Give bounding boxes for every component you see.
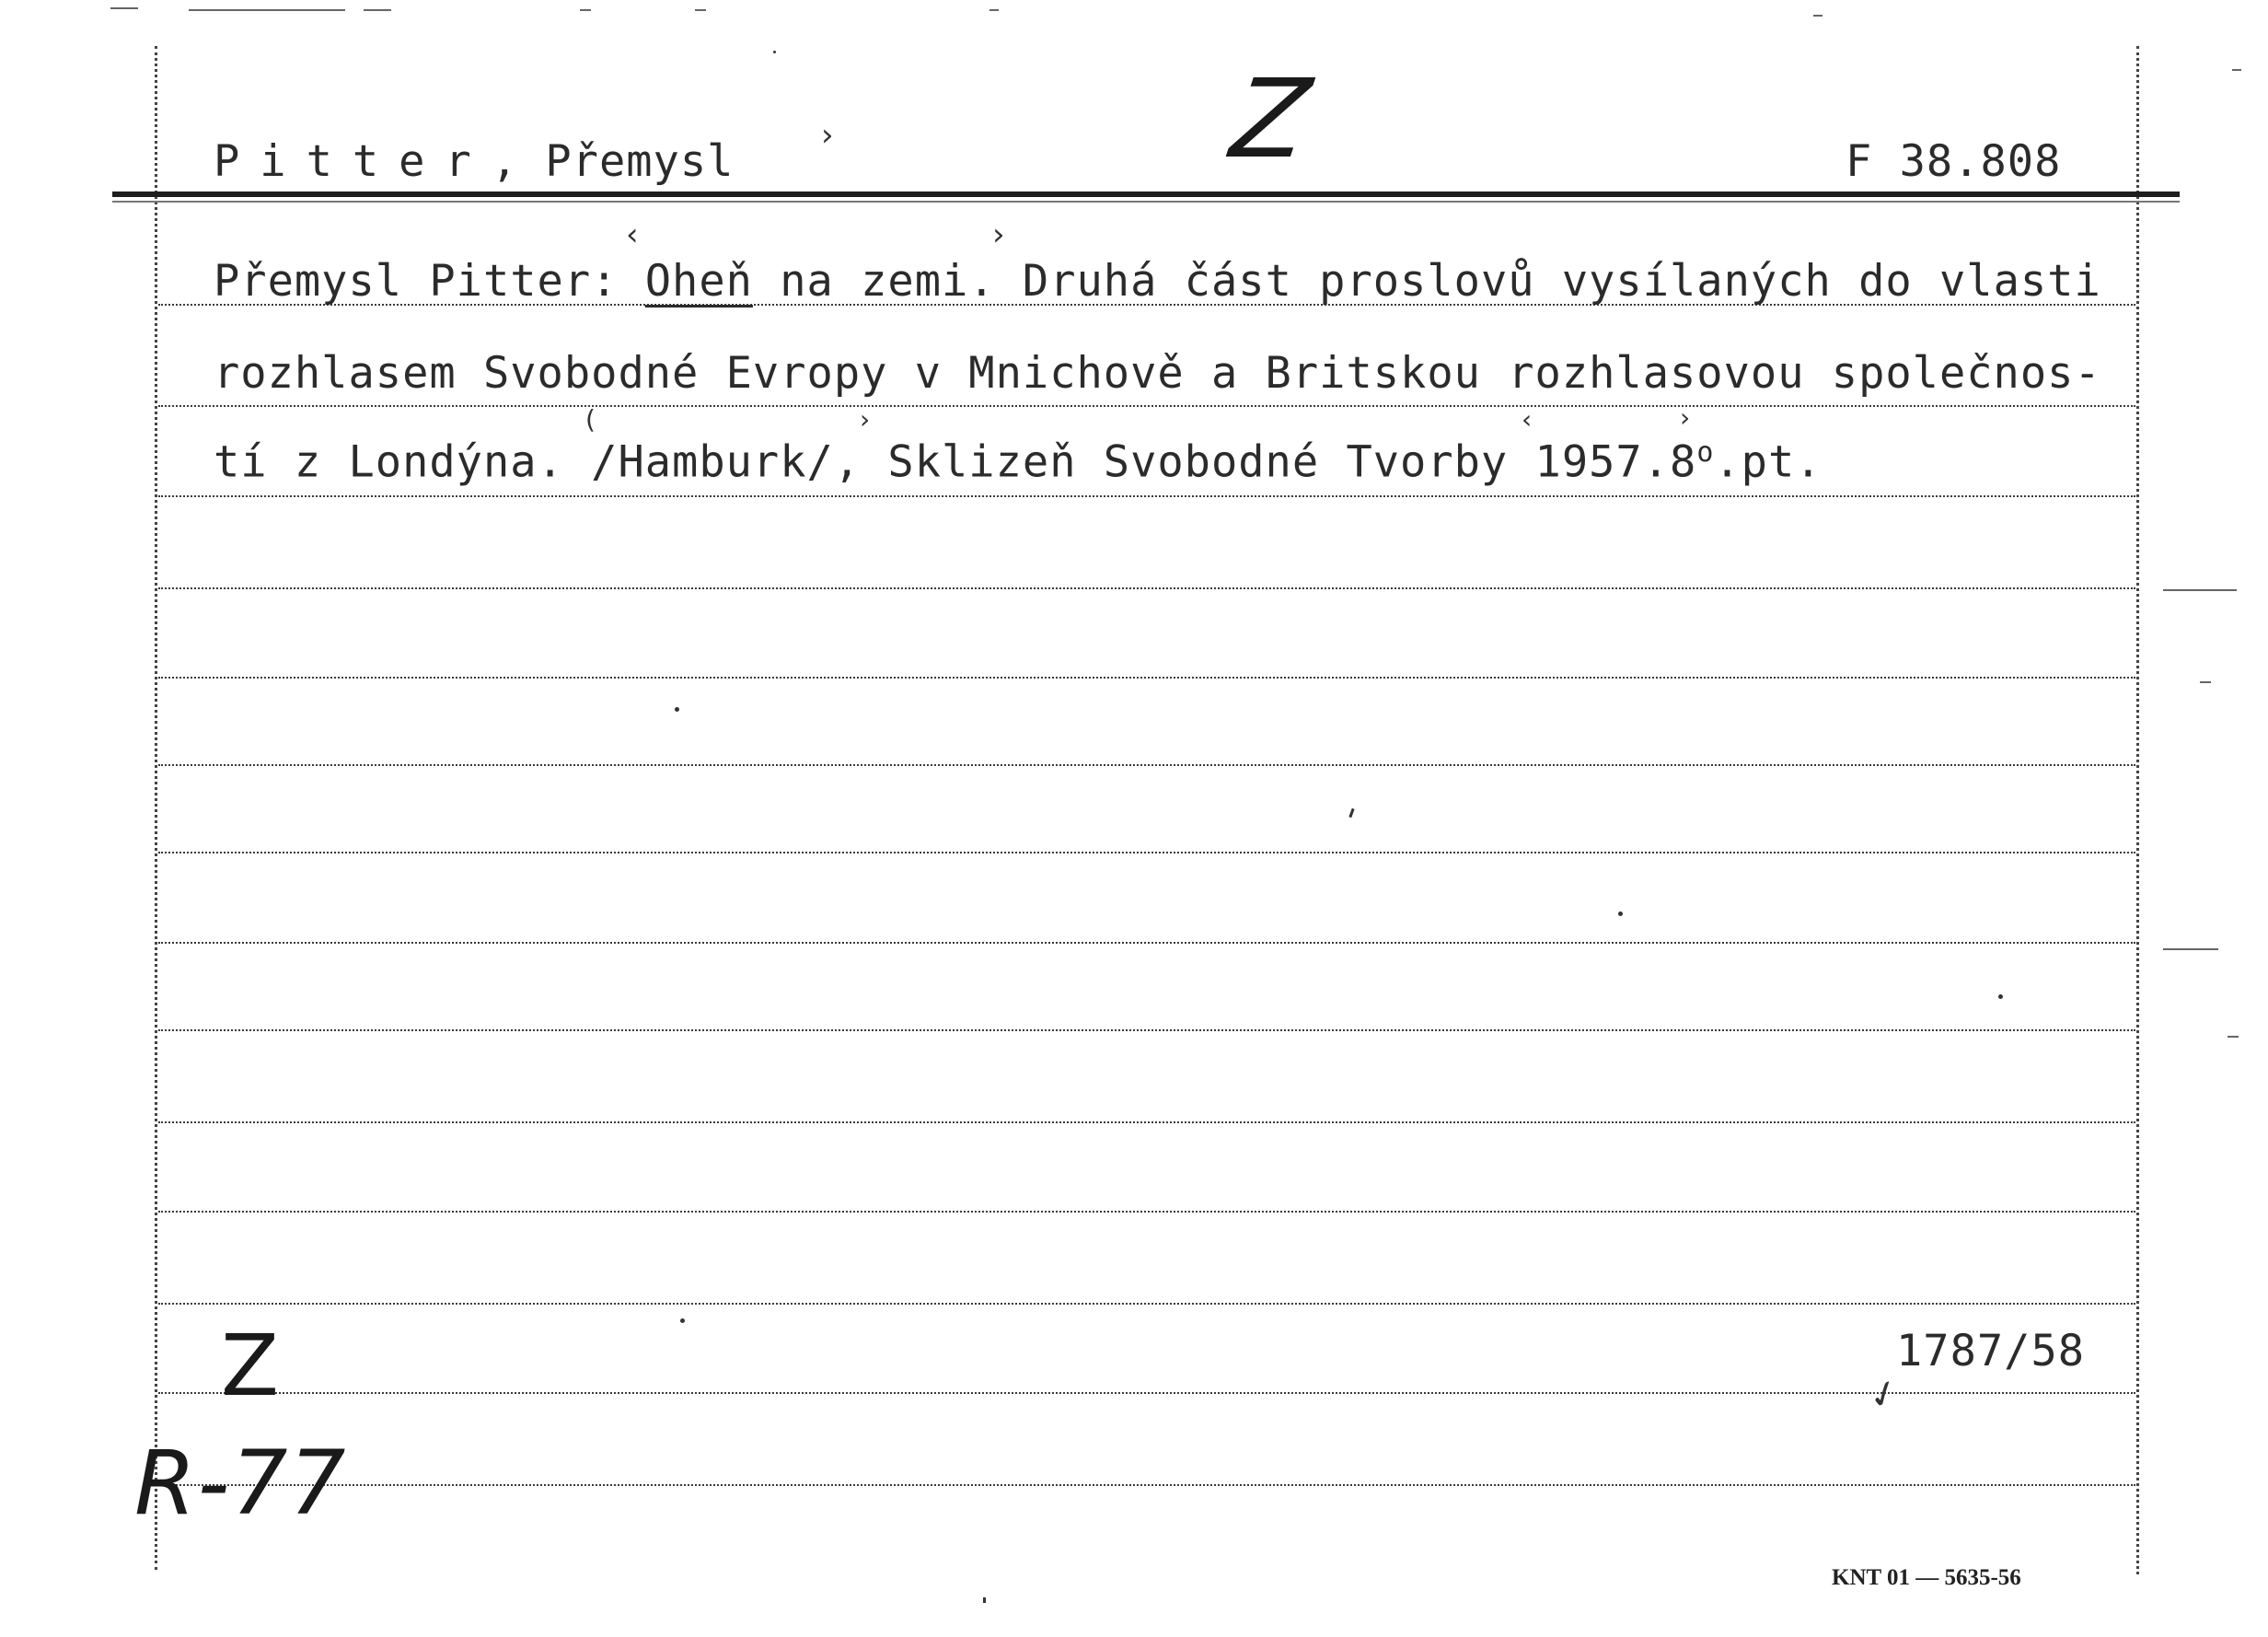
ruled-line — [158, 1303, 2135, 1305]
entry-line-1 — [214, 256, 2101, 307]
author-surname: Pitter — [214, 136, 492, 187]
handwritten-bracket: › — [860, 404, 871, 435]
handwritten-bracket: › — [1680, 402, 1691, 433]
top-stray-mark — [364, 9, 391, 11]
form-code: KNT 01 — 5635-56 — [1832, 1565, 2021, 1590]
handwritten-bracket: ‹ — [1522, 404, 1533, 435]
top-stray-mark — [189, 9, 345, 11]
handwritten-bracket: ( — [585, 404, 596, 435]
call-number: F 38.808 — [1846, 136, 2062, 187]
entry-title-rest: na zemi. Druhá část proslovů vysílaných do vlasti — [752, 256, 2101, 307]
ruled-line — [158, 405, 2135, 407]
entry-line-2: rozhlasem Svobodné Evropy v Mnichově a Britskou rozhlasovou společnos- — [214, 348, 2101, 399]
entry-author-lead: Přemysl Pitter: — [214, 256, 645, 307]
top-stray-mark — [580, 9, 591, 11]
entry-pagination: .pt. — [1714, 436, 1822, 488]
bottom-handwritten-mark: Z — [221, 1317, 280, 1415]
ruled-line — [158, 677, 2135, 679]
speck — [773, 51, 776, 53]
speck — [675, 707, 679, 712]
card-right-border — [2136, 46, 2139, 1574]
right-stray-mark — [2200, 681, 2211, 683]
speck — [1998, 994, 2003, 999]
top-stray-mark — [989, 9, 999, 11]
ruled-line — [158, 942, 2135, 944]
ruled-line — [158, 1211, 2135, 1213]
handwritten-bracket: ‹ — [626, 216, 639, 253]
heading-rule — [112, 192, 2180, 197]
handwritten-bracket: › — [821, 117, 834, 154]
top-stray-mark — [1813, 15, 1822, 17]
format-degree: o — [1696, 436, 1715, 469]
right-stray-mark — [2232, 69, 2241, 71]
shelf-mark: R-77 — [134, 1432, 348, 1535]
card-left-border — [155, 46, 157, 1570]
speck — [1618, 911, 1623, 916]
right-stray-mark — [2163, 948, 2218, 950]
accession-number: 1787/58 — [1896, 1326, 2086, 1376]
author-heading — [214, 136, 734, 187]
right-stray-mark — [2228, 1036, 2239, 1038]
checkmark-icon: ✓ — [1862, 1369, 1906, 1421]
header-handwritten-mark: Z — [1224, 55, 1317, 182]
entry-title-keyword: Oheň — [644, 256, 753, 307]
ruled-line — [158, 587, 2135, 589]
entry-imprint: tí z Londýna. /Hamburk/, Sklizeň Svobodné Tvorby 1957.8 — [214, 436, 1697, 488]
author-given-name: , Přemysl — [491, 136, 735, 187]
ruled-line — [158, 764, 2135, 766]
ruled-line — [158, 495, 2135, 497]
ruled-line — [158, 1484, 2135, 1486]
speck — [1348, 808, 1354, 818]
ruled-line — [158, 1392, 2135, 1394]
handwritten-bracket: › — [992, 216, 1005, 253]
right-stray-mark — [2163, 589, 2237, 591]
ruled-line — [158, 1029, 2135, 1031]
heading-rule-secondary — [112, 201, 2180, 203]
ruled-line — [158, 852, 2135, 853]
ruled-line — [158, 1121, 2135, 1123]
speck — [983, 1597, 986, 1603]
top-stray-mark — [110, 7, 138, 9]
speck — [680, 1318, 685, 1323]
top-stray-mark — [695, 9, 706, 11]
entry-line-3 — [214, 436, 1822, 488]
